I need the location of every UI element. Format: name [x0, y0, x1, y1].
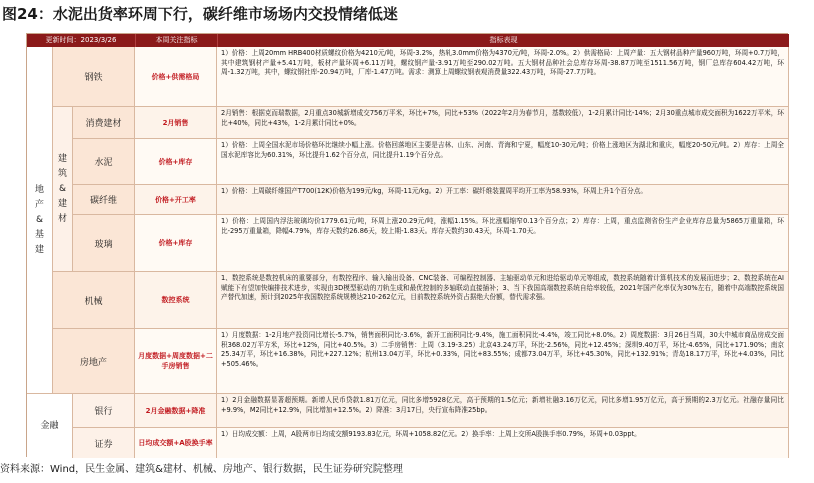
- sector-carbon-fiber: 碳纤维: [73, 185, 135, 215]
- sector-steel: 钢铁: [53, 47, 135, 107]
- focus-carbon-fiber: 价格+开工率: [135, 185, 217, 215]
- indicator-table: [26, 33, 788, 457]
- header-focus: 本周关注指标: [135, 34, 217, 47]
- perf-securities: 1）日均成交额：上周，A股两市日均成交额9193.83亿元，环周+1058.82亿元。2）换手率：上周上交所A股换手率0.79%，环周+0.03ppt。: [217, 428, 789, 458]
- focus-steel: 价格+供需格局: [135, 47, 217, 107]
- sector-consumer-materials: 消费建材: [73, 107, 135, 139]
- focus-securities: 日均成交额+A股换手率: [135, 428, 217, 458]
- sector-glass: 玻璃: [73, 215, 135, 272]
- category-realestate: 地产&基建: [27, 47, 53, 394]
- sector-cement: 水泥: [73, 139, 135, 185]
- perf-property: 1）月度数据：1-2月地产投资同比增长-5.7%，销售面积同比-3.6%，新开工面积同比-9.4%，施工面积同比-4.4%，竣工同比+8.0%。2）周度数据：3月26日当周，30大中城市商品房成交面积368.02万平方米，环比+12%，同比+40.5%。3）二手房销售：上周（3.19-3.25）北京43.24万平，环比-2.56%，同比+12.45%；深圳9.40万平，环比-4.65%，同比+171.90%；南京25.34万平，环比+16.38%，同比+227.12%；杭州13.04万平，环比+0.33%，同比+83.55%；成都73.04万平，环比+45.30%，同比+132.91%；青岛18.17万平，环比+4.03%，同比+505.46%。: [217, 329, 789, 394]
- focus-glass: 价格+库存: [135, 215, 217, 272]
- perf-machinery: 1、数控系统是数控机床的重要部分，有数控程序、输入输出设备、CNC装备、可编程控制器、主轴驱动单元和进给驱动单元等组成，数控系统随着计算机技术的发展而进步；2、数控系统在AI赋能下有望加快编排技术进步，实现由3D模型驱动的刀轨生成和最优控制的多轴联动直接插补；3、当下我国高端数控系统自给率较低，2021年国产化率仅为30%左右，随着中高端数控系统国产替代加速，预计到2025年我国数控系统规模达210-262亿元，目前数控系统外资占据绝大份额，替代需求强。: [217, 272, 789, 329]
- sector-bank: 银行: [73, 394, 135, 428]
- category-finance: 金融: [27, 394, 73, 458]
- perf-carbon-fiber: 1）价格：上周碳纤维国产T700(12K)价格为199元/kg，环周-11元/kg。2）开工率：碳纤维装置周平均开工率为58.93%，环周上升1个百分点。: [217, 185, 789, 215]
- focus-property: 月度数据+周度数据+二手房销售: [135, 329, 217, 394]
- header-updated: 更新时间：2023/3/26: [27, 34, 135, 47]
- header-performance: 指标表现: [217, 34, 789, 47]
- perf-cement: 1）价格：上周全国水泥市场价格环比继续小幅上涨。价格回落地区主要是吉林、山东、河南、青海和宁夏，幅度10-30元/吨；价格上涨地区为湖北和重庆，幅度20-50元/吨。2）库存：上周全国水泥库容比为60.31%，环比提升1.62个百分点，同比提升1.19个百分点。: [217, 139, 789, 185]
- sector-securities: 证券: [73, 428, 135, 458]
- focus-cement: 价格+库存: [135, 139, 217, 185]
- focus-bank: 2月金融数据+降准: [135, 394, 217, 428]
- perf-steel: 1）价格：上周20mm HRB400材质螺纹价格为4210元/吨，环周-3.2%，热轧3.0mm价格为4370元/吨，环周-2.0%。2）供需格局：上周产量：五大钢材品种产量960万吨，环周+0.7万吨，其中建筑钢材产量+5.41万吨，板材产量环周+6.11万吨，螺纹钢产量-3.91万吨至290.02万吨。五大钢材品种社会总库存环周-38.87万吨至1511.56万吨，钢厂总库存604.42万吨，环周-1.32万吨，其中，螺纹钢社库-20.94万吨，厂库-1.47万吨。需求：测算上周螺纹钢表观消费量322.43万吨，环周-27.7万吨。: [217, 47, 789, 107]
- perf-glass: 1）价格：上周国内浮法玻璃均价1779.61元/吨，环周上涨20.29元/吨，涨幅1.15%。环比涨幅缩窄0.13个百分点；2）库存：上周，重点监测省份生产企业库存总量为5865万重量箱，环比-295万重量箱，降幅4.79%，库存天数约26.86天，较上期-1.83天。库存天数约30.43天，环周-1.70天。: [217, 215, 789, 272]
- focus-machinery: 数控系统: [135, 272, 217, 329]
- figure-title: 图24：水泥出货率环周下行，碳纤维市场场内交投情绪低迷: [2, 5, 398, 23]
- source-note: 资料来源：Wind，民生金属、建筑&建材、机械、房地产、银行数据，民生证券研究院整理: [0, 464, 403, 475]
- perf-bank: 1）2月金融数据显著超预期。新增人民币贷款1.81万亿元，同比多增5928亿元，高于预期的1.5亿元；新增社融3.16万亿元，同比多增1.95万亿元，高于预期的2.3万亿元。社融存量同比+9.9%，M2同比+12.9%，同比增加+12.5%。2）降准：3月17日，央行宣布降准25bp。: [217, 394, 789, 428]
- perf-consumer-materials: 2月销售：根据克而瑞数据，2月重点30城新增成交756万平米，环比+7%，同比+53%（2022年2月为春节月，基数较低），1-2月累计同比-14%；2月30重点城市成交面积为1622万平米，环比+40%，同比+43%，1-2月累计同比+0%。: [217, 107, 789, 139]
- sector-property: 房地产: [53, 329, 135, 394]
- focus-consumer-materials: 2月销售: [135, 107, 217, 139]
- sector-machinery: 机械: [53, 272, 135, 329]
- category-construction: 建筑&建材: [53, 107, 73, 272]
